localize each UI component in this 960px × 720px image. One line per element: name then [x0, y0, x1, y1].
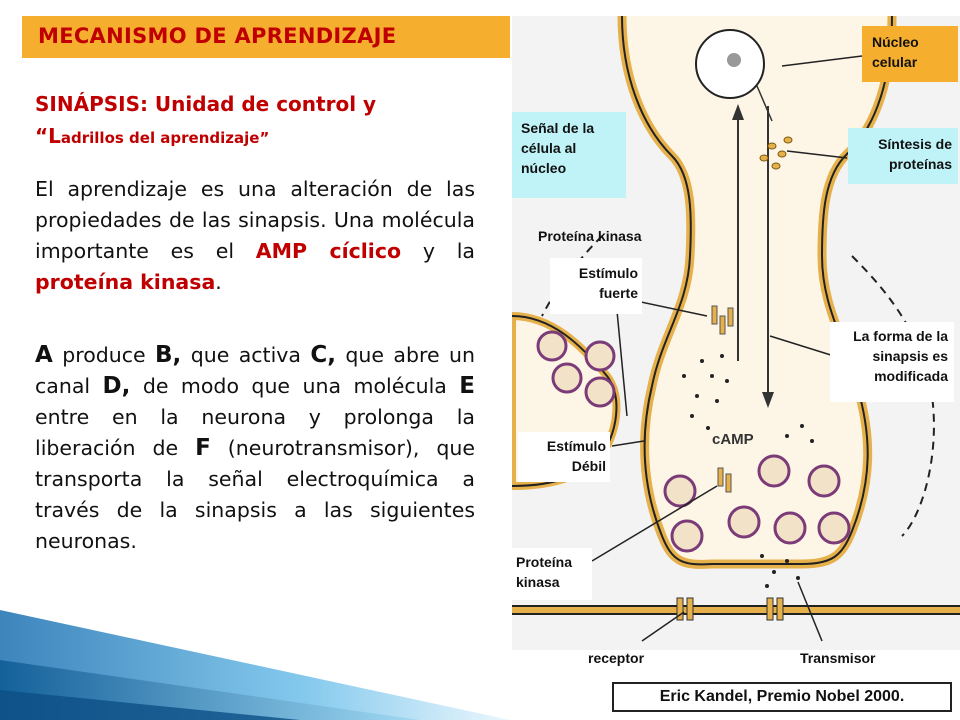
paragraph-1 — [35, 174, 475, 298]
label-senal-celula-nucleo: Señal de la célula al núcleo — [521, 120, 595, 176]
letter-a: A — [35, 342, 53, 368]
label-proteina-kinasa-bottom: Proteína kinasa — [516, 554, 573, 590]
label-nucleo-celular: Núcleo celular — [872, 34, 919, 70]
subtitle-line-1: SINÁPSIS: Unidad de control y — [35, 92, 377, 116]
label-receptor: receptor — [588, 650, 645, 666]
label-sintesis-proteinas: Síntesis de proteínas — [878, 136, 952, 172]
slide-title: MECANISMO DE APRENDIZAJE — [38, 24, 397, 48]
letter-c: C, — [310, 342, 337, 368]
paragraph-1-text-c: . — [215, 270, 222, 294]
letter-f: F — [195, 435, 211, 461]
credit-eric-kandel: Eric Kandel, Premio Nobel 2000. — [612, 682, 952, 712]
label-forma-sinapsis: La forma de la sinapsis es modificada — [853, 328, 948, 384]
letter-d: D, — [102, 373, 131, 399]
subtitle-line-2-rest: adrillos del aprendizaje” — [60, 129, 270, 147]
paragraph-2 — [35, 340, 475, 557]
label-transmisor: Transmisor — [800, 650, 876, 666]
subtitle-line-2 — [35, 120, 495, 154]
label-estimulo-fuerte: Estímulo fuerte — [578, 265, 638, 301]
paragraph-2-text-1: produce — [52, 343, 156, 367]
subtitle-quote-open: “L — [35, 124, 61, 148]
highlight-amp-ciclico: AMP cíclico — [255, 239, 402, 263]
paragraph-2-text-2: que activa — [181, 343, 311, 367]
highlight-proteina-kinasa: proteína kinasa — [35, 270, 216, 294]
paragraph-1-text-a: El aprendizaje es una alteración de las propiedades de las sinapsis. Una molécula importante es el — [35, 177, 475, 263]
label-estimulo-debil: Estímulo Débil — [546, 438, 606, 474]
slide-subtitle — [35, 88, 495, 154]
paragraph-2-text-5: entre en la neurona y prolonga la liberación de — [35, 405, 475, 460]
camp-label: cAMP — [712, 431, 754, 448]
paragraph-2-text-6: (neurotransmisor), que transporta la señal electroquímica a través de la sinapsis a las siguientes neuronas. — [35, 436, 475, 553]
label-proteina-kinasa-top: Proteína kinasa — [538, 228, 642, 244]
paragraph-1-text-b: y la — [401, 239, 475, 263]
letter-b: B, — [155, 342, 182, 368]
letter-e: E — [459, 373, 476, 399]
paragraph-2-text-3: que abre un canal — [35, 343, 475, 398]
paragraph-2-text-4: de modo que una molécula — [130, 374, 460, 398]
